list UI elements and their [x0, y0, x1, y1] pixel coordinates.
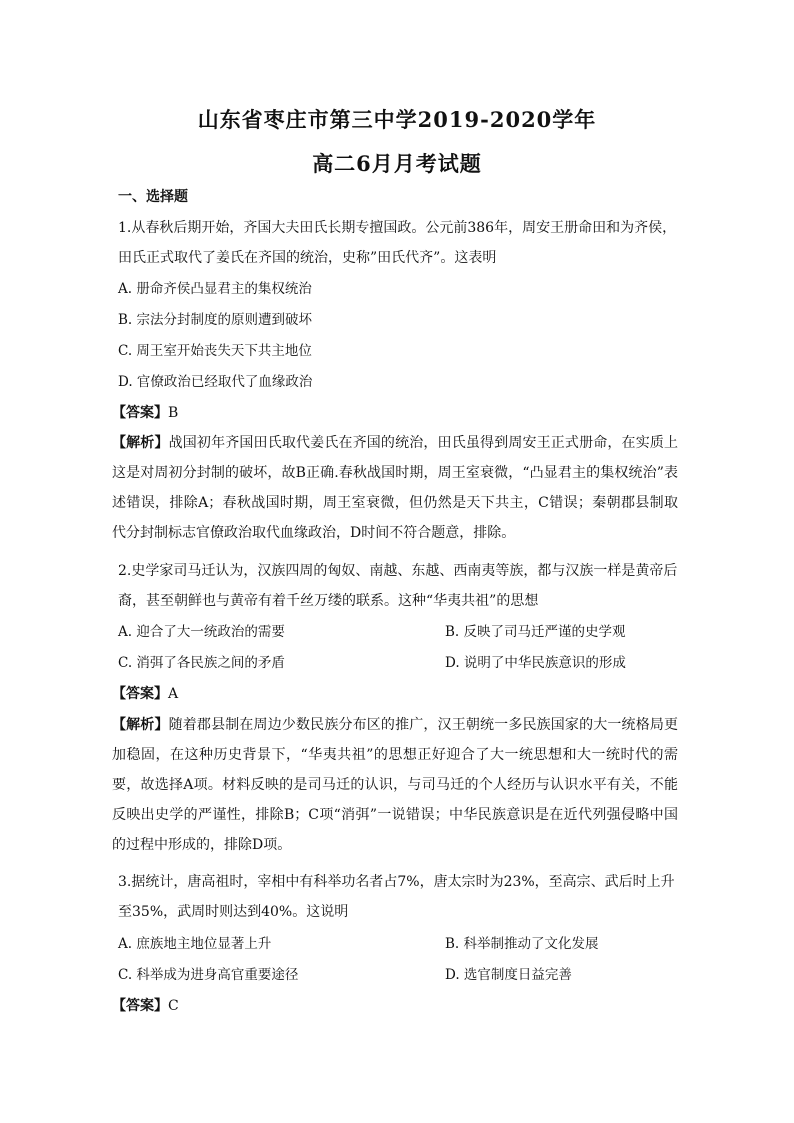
answer-value: A: [168, 686, 179, 702]
analysis-text: 战国初年齐国田氏取代姜氏在齐国的统治，田氏虽得到周安王正式册命，在实质上这是对周初分封制的破坏，故B正确.春秋战国时期，周王室衰微，“凸显君主的集权统治”表述错误，排除A；春秋战国时期，周王室衰微，但仍然是天下共主，C错误；秦朝郡县制取代分封制标志官僚政治取代血缘政治，D时间不符合题意，排除。: [112, 435, 679, 541]
analysis-label: 【解析】: [112, 717, 169, 733]
section-heading: 一、选择题: [118, 189, 188, 205]
answer-value: C: [168, 998, 179, 1014]
question-3-option-a: A. 庶族地主地位显著上升: [118, 936, 272, 952]
exam-title-line2: 高二6月月考试题: [312, 151, 482, 176]
question-2-answer: [112, 684, 178, 704]
question-2-stem: 2.史学家司马迁认为，汉族四周的匈奴、南越、东越、西南夷等族，都与汉族一样是黄帝后裔，甚至朝鲜也与黄帝有着千丝万缕的联系。这种“华夷共祖”的思想: [118, 563, 678, 609]
question-3-option-b: B. 科举制推动了文化发展: [445, 936, 599, 952]
answer-label: 【答案】: [112, 998, 168, 1014]
answer-label: 【答案】: [112, 686, 168, 702]
question-1-answer: [112, 403, 178, 423]
question-2-option-b: B. 反映了司马迁严谨的史学观: [445, 624, 626, 640]
question-1-option-b: B. 宗法分封制度的原则遭到破坏: [118, 312, 313, 328]
question-2-option-c: C. 消弭了各民族之间的矛盾: [118, 655, 285, 671]
question-1-option-d: D. 官僚政治已经取代了血缘政治: [118, 374, 313, 390]
answer-value: B: [168, 405, 179, 421]
question-1-option-a: A. 册命齐侯凸显君主的集权统治: [118, 281, 312, 297]
analysis-label: 【解析】: [112, 435, 169, 451]
question-2-option-a: A. 迎合了大一统政治的需要: [118, 624, 285, 640]
question-2-analysis: [112, 710, 678, 860]
exam-title-line1: 山东省枣庄市第三中学2019-2020学年: [197, 107, 597, 132]
question-3-option-d: D. 选官制度日益完善: [445, 967, 572, 983]
question-2-option-d: D. 说明了中华民族意识的形成: [445, 655, 626, 671]
question-3-answer: [112, 996, 179, 1016]
question-3-option-c: C. 科举成为进身高官重要途径: [118, 967, 299, 983]
analysis-text: 随着郡县制在周边少数民族分布区的推广，汉王朝统一多民族国家的大一统格局更加稳固，在这种历史背景下，“华夷共祖”的思想正好迎合了大一统思想和大一统时代的需要，故选择A项。材料反映的是司马迁的认识，与司马迁的个人经历与认识水平有关，不能反映出史学的严谨性，排除B；C项“消弭”一说错误；中华民族意识是在近代列强侵略中国的过程中形成的，排除D项。: [112, 717, 679, 853]
question-1-analysis: [112, 428, 678, 548]
question-3-stem: 3.据统计，唐高祖时，宰相中有科举功名者占7%，唐太宗时为23%，至高宗、武后时上升至35%，武周时则达到40%。这说明: [118, 874, 675, 920]
question-1-option-c: C. 周王室开始丧失天下共主地位: [118, 343, 312, 359]
answer-label: 【答案】: [112, 405, 168, 421]
question-1-stem: 1.从春秋后期开始，齐国大夫田氏长期专擅国政。公元前386年，周安王册命田和为齐侯，田氏正式取代了姜氏在齐国的统治，史称”田氏代齐”。这表明: [118, 220, 677, 266]
